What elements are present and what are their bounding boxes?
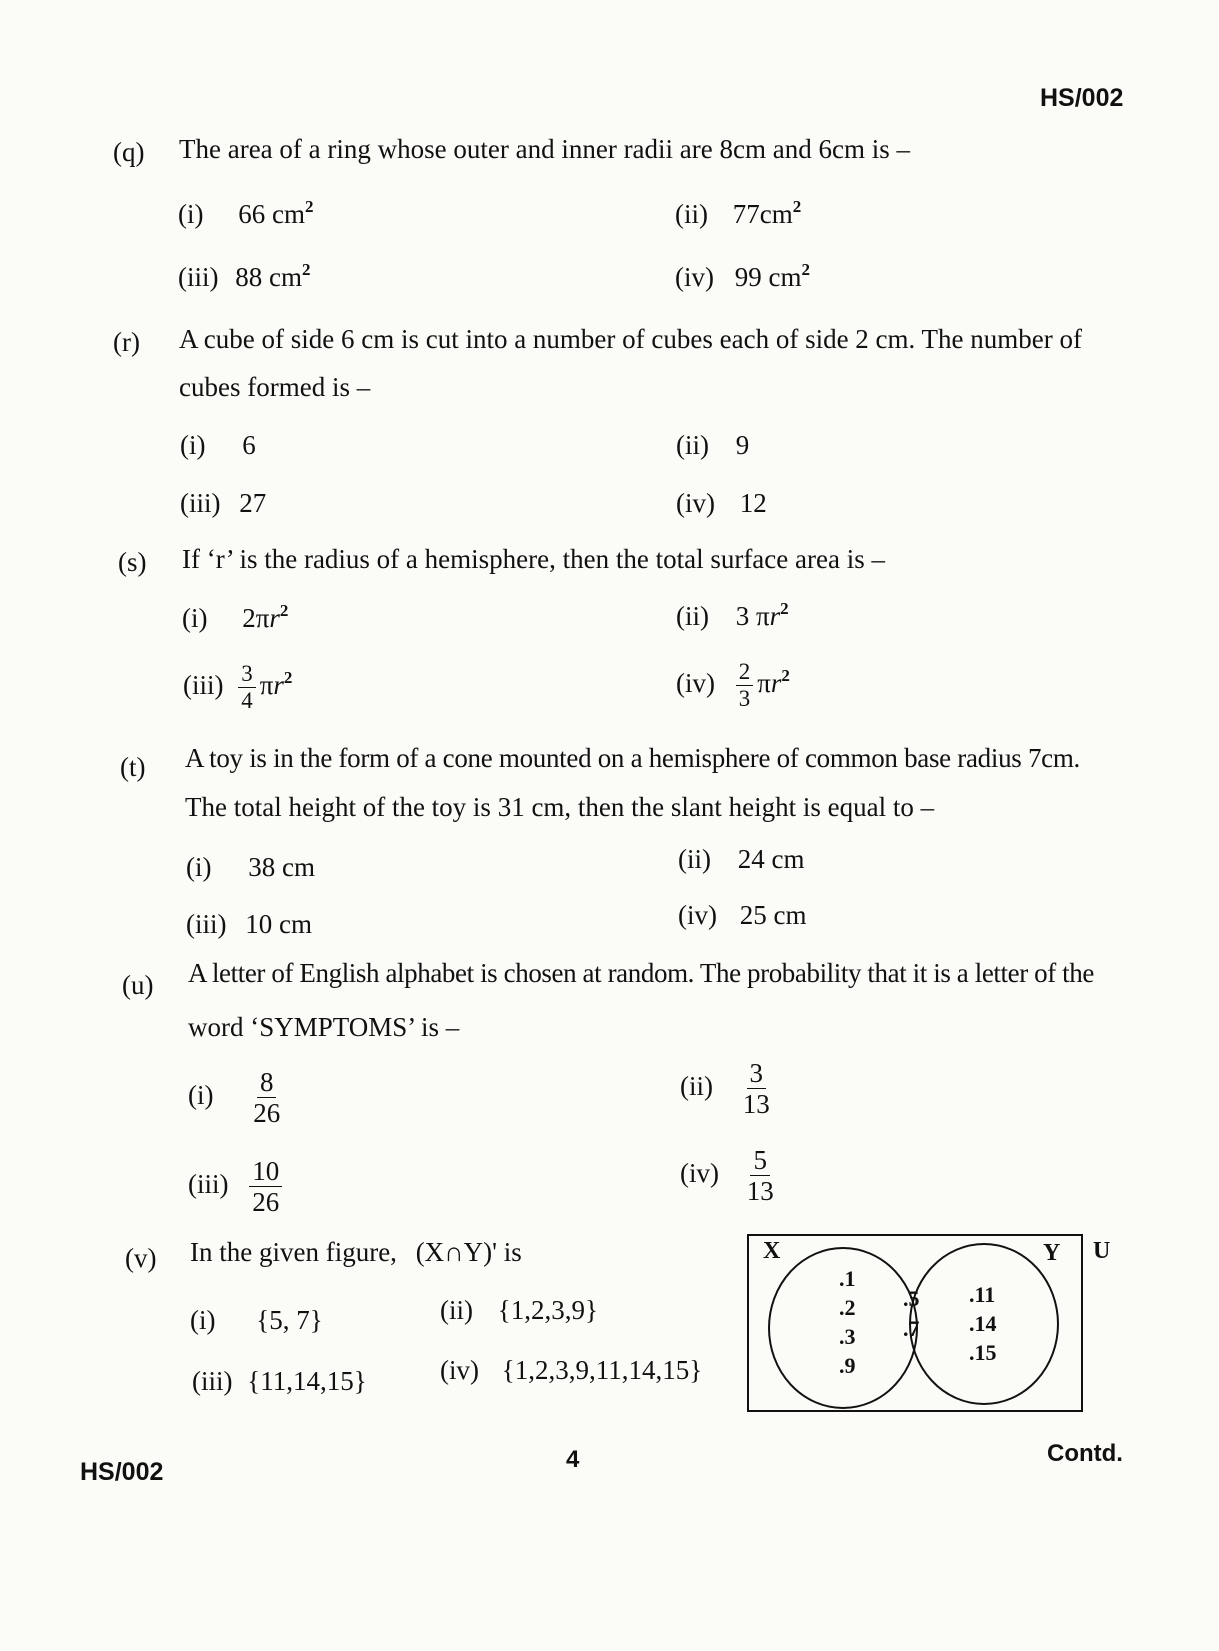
option-i <box>190 1305 323 1336</box>
option-iii <box>178 262 311 293</box>
option-value: 88 cm <box>235 262 302 292</box>
option-value: 99 cm <box>734 262 802 292</box>
fraction-numerator: 3 <box>238 662 256 688</box>
page-number: 4 <box>566 1446 580 1473</box>
fraction-denominator: 26 <box>253 1098 281 1129</box>
venn-element: .5 <box>903 1286 920 1311</box>
option-i <box>186 852 315 883</box>
pi-symbol: π <box>757 667 771 698</box>
option-superscript: 2 <box>781 665 790 685</box>
option-iii <box>180 488 266 519</box>
option-value: 38 cm <box>248 852 315 882</box>
fraction <box>250 1068 283 1128</box>
option-value: 77cm <box>732 199 793 229</box>
option-ii <box>678 844 805 875</box>
option-value: {11,14,15} <box>247 1366 367 1396</box>
question-text-lead: In the given figure, <box>190 1237 397 1267</box>
fraction-numerator: 5 <box>750 1146 770 1176</box>
question-text-line-1: A cube of side 6 cm is cut into a number of cubes each of side 2 cm. The number of <box>179 324 1082 354</box>
option-i <box>188 1068 287 1128</box>
option-superscript: 2 <box>801 260 810 279</box>
variable-r: r <box>770 667 782 698</box>
venn-element: .14 <box>969 1311 997 1336</box>
option-value: 12 <box>739 488 767 518</box>
universe-label: U <box>1093 1238 1111 1264</box>
set-y-label: Y <box>1043 1240 1061 1266</box>
option-label: (iv) <box>440 1355 479 1385</box>
header-paper-code: HS/002 <box>1040 84 1124 112</box>
venn-element: .11 <box>969 1282 996 1307</box>
question-text-line-2: word ‘SYMPTOMS’ is – <box>188 1012 460 1042</box>
option-label: (iv) <box>675 262 714 292</box>
fraction-denominator: 26 <box>252 1187 280 1218</box>
option-i <box>182 603 288 634</box>
variable-r: r <box>769 601 781 631</box>
pi-symbol: π <box>259 669 274 700</box>
option-value: 25 cm <box>739 900 807 930</box>
variable-r: r <box>273 669 284 700</box>
option-label: (iii) <box>188 1169 229 1200</box>
fraction-denominator: 4 <box>241 688 253 714</box>
option-value: 24 cm <box>737 844 805 874</box>
fraction-numerator: 2 <box>736 660 754 686</box>
set-x-label: X <box>763 1238 781 1264</box>
question-text: The area of a ring whose outer and inner radii are 8cm and 6cm is – <box>179 134 910 164</box>
fraction-denominator: 13 <box>746 1176 774 1207</box>
option-value: {1,2,3,9} <box>497 1295 598 1325</box>
venn-element: .15 <box>969 1340 997 1365</box>
fraction-denominator: 3 <box>738 686 751 712</box>
fraction-denominator: 13 <box>742 1089 770 1120</box>
fraction-numerator: 8 <box>257 1068 277 1098</box>
venn-element: .7 <box>903 1316 920 1341</box>
venn-element: .1 <box>839 1266 856 1291</box>
option-iii <box>183 662 292 713</box>
venn-diagram <box>747 1234 1111 1412</box>
venn-element: .3 <box>839 1324 856 1349</box>
option-value: 9 <box>735 430 750 460</box>
option-iv <box>678 900 806 931</box>
option-iv <box>680 1146 781 1206</box>
fraction <box>736 660 754 711</box>
option-label: (i) <box>186 852 212 882</box>
option-label: (iii) <box>186 909 227 939</box>
question-text <box>190 1237 522 1268</box>
option-iii <box>188 1157 286 1217</box>
option-i <box>180 430 256 461</box>
option-coefficient: 2 <box>242 603 256 633</box>
option-label: (ii) <box>676 430 709 460</box>
continued-label: Contd. <box>1047 1440 1123 1467</box>
option-ii <box>676 601 789 632</box>
option-value: {5, 7} <box>256 1305 323 1335</box>
option-superscript: 2 <box>304 197 314 216</box>
question-label: (t) <box>120 752 146 782</box>
option-label: (i) <box>190 1305 216 1335</box>
pi-symbol: π <box>255 603 270 633</box>
option-value: {1,2,3,9,11,14,15} <box>501 1355 703 1385</box>
pi-symbol: π <box>756 601 770 631</box>
option-label: (iv) <box>678 900 717 930</box>
option-superscript: 2 <box>279 601 289 620</box>
fraction-numerator: 10 <box>249 1157 282 1187</box>
question-text-line-2: cubes formed is – <box>179 372 371 402</box>
option-value: 10 cm <box>245 909 312 939</box>
question-label: (s) <box>118 547 147 577</box>
question-text: If ‘r’ is the radius of a hemisphere, then the total surface area is – <box>182 544 885 574</box>
question-text-line-1: A toy is in the form of a cone mounted on a hemisphere of common base radius 7cm. <box>185 743 1080 773</box>
option-value: 6 <box>242 430 256 460</box>
option-iv <box>675 262 810 293</box>
option-label: (i) <box>180 430 206 460</box>
fraction-numerator: 3 <box>747 1059 767 1089</box>
fraction <box>238 662 256 713</box>
option-iv <box>676 660 790 711</box>
option-superscript: 2 <box>283 667 293 687</box>
option-coefficient: 3 <box>735 601 750 631</box>
option-iii <box>192 1366 367 1397</box>
option-label: (ii) <box>675 199 708 229</box>
variable-r: r <box>269 603 280 633</box>
set-expression: (X∩Y)' is <box>415 1237 522 1267</box>
option-value: 66 cm <box>238 199 305 229</box>
option-label: (i) <box>182 603 208 633</box>
fraction <box>249 1157 282 1217</box>
option-superscript: 2 <box>792 197 802 216</box>
option-label: (i) <box>188 1080 214 1111</box>
option-label: (ii) <box>440 1295 473 1325</box>
option-label: (iii) <box>192 1366 233 1396</box>
question-text-line-2: The total height of the toy is 31 cm, then the slant height is equal to – <box>185 792 935 822</box>
option-label: (ii) <box>680 1071 713 1102</box>
option-value: 27 <box>239 488 267 518</box>
footer-paper-code: HS/002 <box>80 1458 164 1486</box>
option-label: (iii) <box>183 669 224 700</box>
option-iv <box>440 1355 702 1386</box>
option-ii <box>675 199 801 230</box>
venn-element: .9 <box>839 1353 856 1378</box>
option-label: (iii) <box>178 262 219 292</box>
question-text-line-1: A letter of English alphabet is chosen at random. The probability that it is a letter of the <box>188 958 1094 988</box>
option-label: (ii) <box>676 601 709 631</box>
option-ii <box>440 1295 598 1326</box>
option-ii <box>680 1059 777 1119</box>
fraction <box>744 1146 777 1206</box>
option-label: (i) <box>178 199 204 229</box>
option-i <box>178 199 313 230</box>
option-iii <box>186 909 312 940</box>
question-label: (u) <box>122 970 154 1000</box>
fraction <box>740 1059 773 1119</box>
option-label: (iii) <box>180 488 221 518</box>
option-label: (iv) <box>676 488 715 518</box>
question-label: (v) <box>125 1243 157 1273</box>
option-superscript: 2 <box>302 260 311 279</box>
option-label: (ii) <box>678 844 711 874</box>
option-ii <box>676 430 749 461</box>
option-superscript: 2 <box>780 599 789 618</box>
option-label: (iv) <box>676 667 715 698</box>
question-label: (r) <box>113 327 140 357</box>
option-label: (iv) <box>680 1158 719 1189</box>
option-iv <box>676 488 767 519</box>
venn-element: .2 <box>839 1295 856 1320</box>
question-label: (q) <box>113 137 145 167</box>
